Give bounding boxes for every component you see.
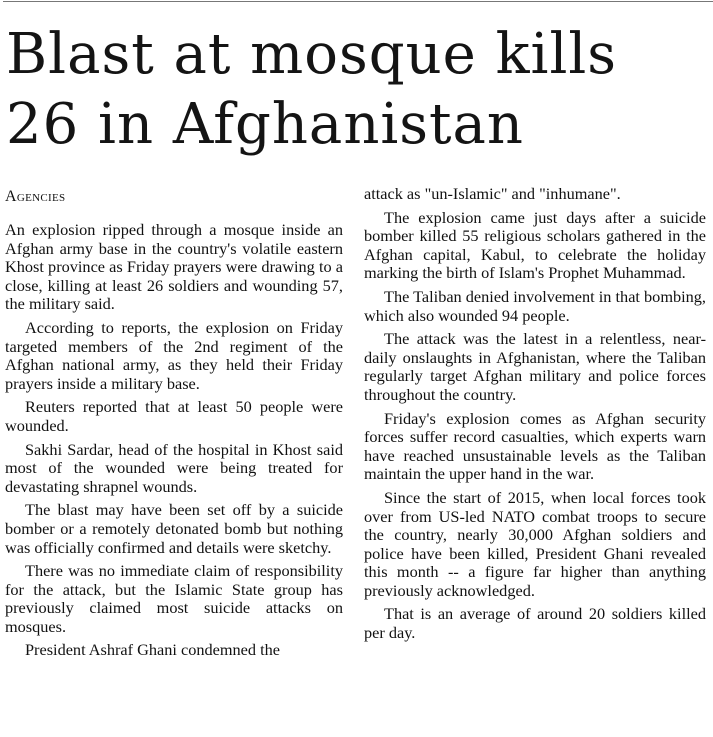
paragraph: The explosion came just days after a suicide bomber killed 55 religious scholars gathered in the Afghan capital, Kabul, to celebrate the holiday marking the birth of Islam's Prophet Muhammad. [364,207,706,283]
paragraph: The blast may have been set off by a suicide bomber or a remotely detonated bomb but nothing was officially confirmed and details were sketchy. [5,500,343,557]
headline: Blast at mosque kills 26 in Afghanistan [6,22,617,157]
paragraph: There was no immediate claim of responsibility for the attack, but the Islamic State group has previously claimed most suicide attacks on mosques. [5,561,343,636]
paragraph: The attack was the latest in a relentless, near-daily onslaughts in Afghanistan, where the Taliban regularly target Afghan military and police forces throughout the country. [364,329,706,404]
paragraph: attack as "un-Islamic" and "inhumane". [364,184,621,203]
paragraph: Friday's explosion comes as Afghan security forces suffer record casualties, which experts warn have reached unsustainable levels as the Taliban maintain the upper hand in the war. [364,408,706,484]
right-column [364,185,706,648]
paragraph: An explosion ripped through a mosque inside an Afghan army base in the country's volatile eastern Khost province as Friday prayers were drawing to a close, killing at least 26 soldiers and wounding 57, the military said. [5,220,343,314]
paragraph: President Ashraf Ghani condemned the [25,640,281,660]
paragraph: Sakhi Sardar, head of the hospital in Khost said most of the wounded were being treated for devastating shrapnel wounds. [5,439,343,496]
paragraph: Reuters reported that at least 50 people were wounded. [5,397,343,435]
left-column [5,221,343,665]
paragraph: That is an average of around 20 soldiers killed per day. [364,604,706,643]
paragraph: Since the start of 2015, when local forces took over from US-led NATO combat troops to secure the country, nearly 30,000 Afghan soldiers and police have been killed, President Ghani revealed this month -- a figure far higher than anything previously acknowledged. [364,487,706,600]
top-rule [3,1,713,2]
paragraph: According to reports, the explosion on Friday targeted members of the 2nd regiment of the Afghan national army, as they held their Friday prayers inside a military base. [5,317,343,393]
paragraph: The Taliban denied involvement in that bombing, which also wounded 94 people. [364,286,706,325]
byline: Agencies [5,188,66,205]
